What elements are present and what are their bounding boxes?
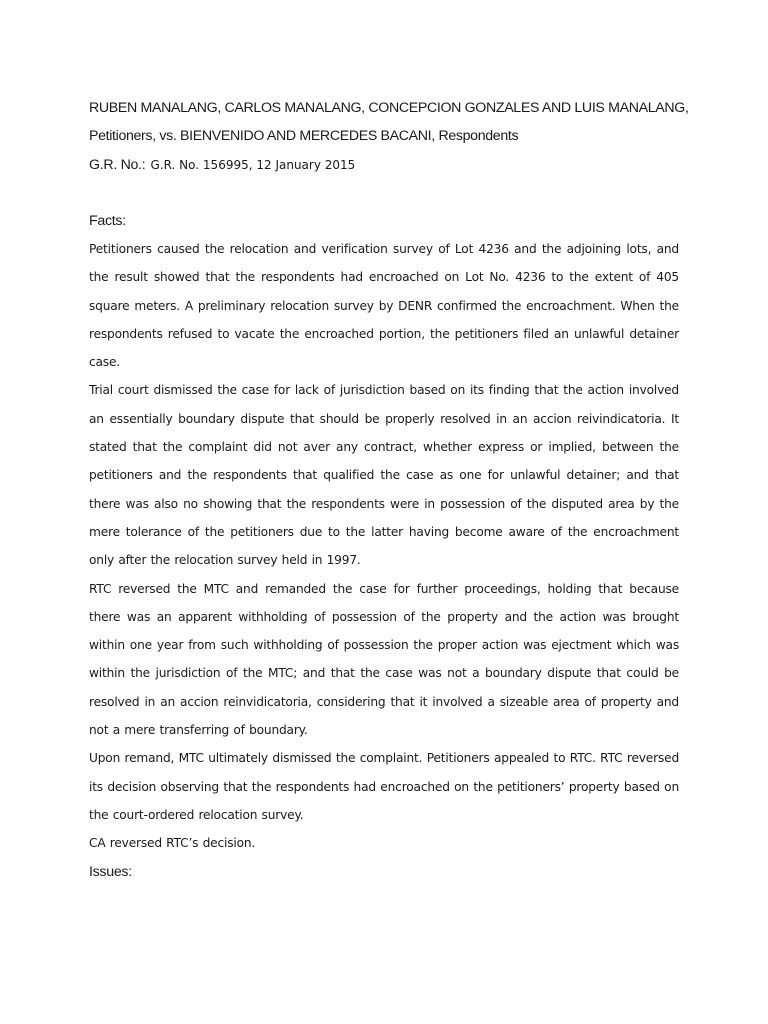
- gr-number-label: G.R. No.:: [89, 157, 146, 173]
- gr-number-value: G.R. No. 156995, 12 January 2015: [150, 158, 356, 172]
- facts-heading: Facts:: [89, 213, 126, 229]
- facts-paragraph-1: Petitioners caused the relocation and verification survey of Lot 4236 and the adjoining lots, and the result showed that the respondents had encroached on Lot No. 4236 to the extent of 405 square meters. A preliminary relocation survey by DENR confirmed the encroachment. When the respondents refused to vacate the encroached portion, the petitioners filed an unlawful detainer case.: [89, 242, 679, 370]
- gr-number-line: [89, 150, 679, 179]
- issues-heading: Issues:: [89, 863, 132, 880]
- facts-paragraph-2: Trial court dismissed the case for lack of jurisdiction based on its finding that the action involved an essentially boundary dispute that should be properly resolved in an accion reivindicatoria. It stated that the complaint did not aver any contract, whether express or implied, between the petitioners and the respondents that qualified the case as one for unlawful detainer; and that there was also no showing that the respondents were in possession of the disputed area by the mere tolerance of the petitioners due to the latter having become aware of the encroachment only after the relocation survey held in 1997.: [89, 383, 679, 568]
- case-title-line-1: RUBEN MANALANG, CARLOS MANALANG, CONCEPCION GONZALES AND LUIS MANALANG,: [89, 100, 689, 116]
- facts-paragraph-4: Upon remand, MTC ultimately dismissed the complaint. Petitioners appealed to RTC. RTC reversed its decision observing that the respondents had encroached on the petitioners’ property based on the court-ordered relocation survey.: [89, 751, 679, 822]
- case-title-line-2: Petitioners, vs. BIENVENIDO AND MERCEDES BACANI, Respondents: [89, 128, 519, 144]
- facts-paragraph-3: RTC reversed the MTC and remanded the case for further proceedings, holding that because there was an apparent withholding of possession of the property and the action was brought within one year from such withholding of possession the proper action was ejectment which was within the jurisdiction of the MTC; and that the case was not a boundary dispute that could be resolved in an accion reinvidicatoria, considering that it involved a sizeable area of property and not a mere transferring of boundary.: [89, 581, 679, 738]
- document-body: [89, 94, 689, 886]
- facts-paragraph-5: CA reversed RTC’s decision.: [89, 836, 256, 851]
